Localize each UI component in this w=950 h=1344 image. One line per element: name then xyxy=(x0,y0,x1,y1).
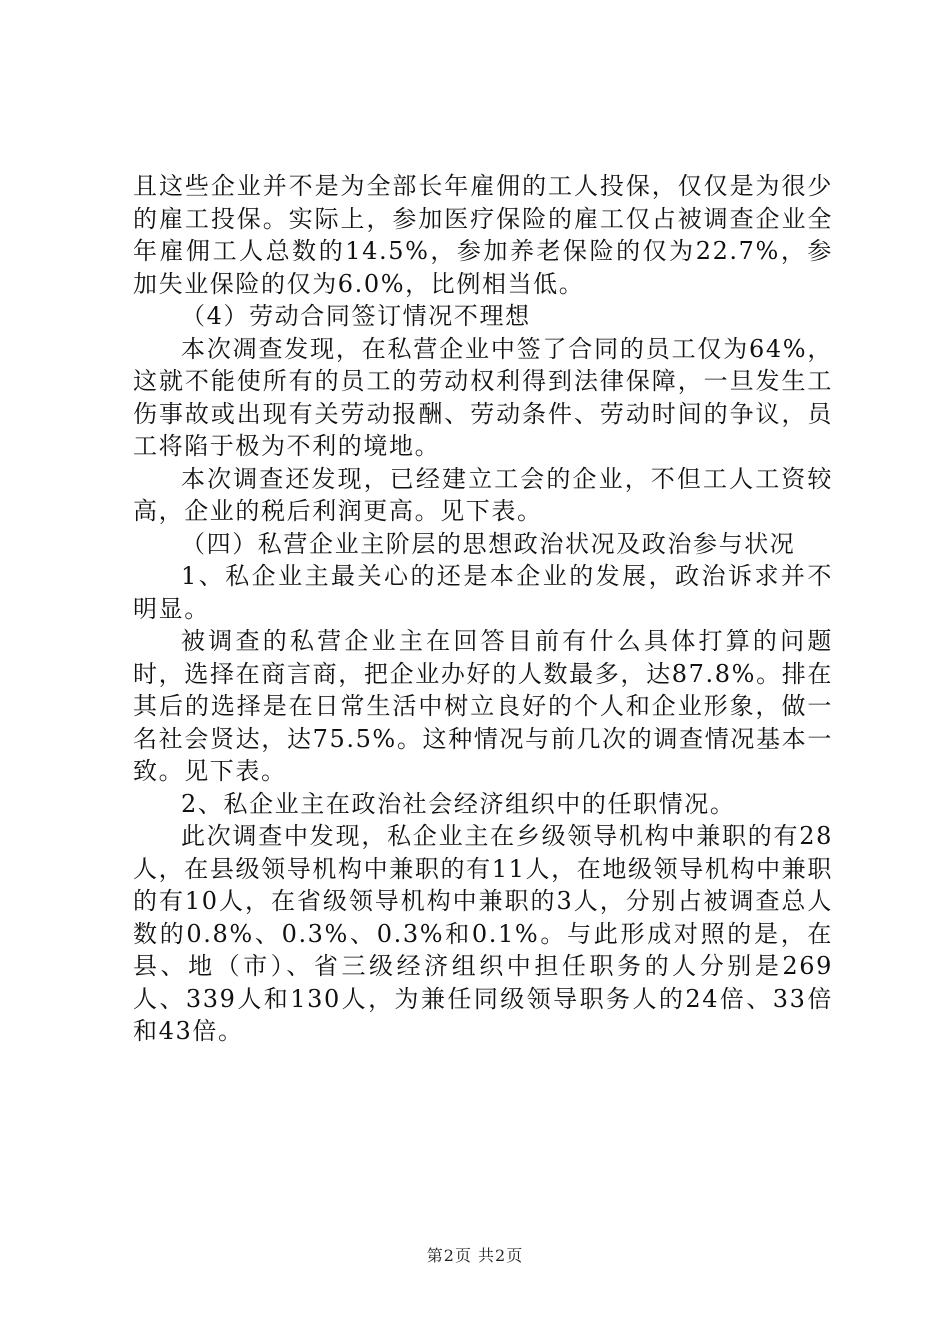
paragraph-2-heading: （4）劳动合同签订情况不理想 xyxy=(181,302,531,330)
paragraph-7: 被调查的私营企业主在回答目前有什么具体打算的问题时，选择在商言商，把企业办好的人数最多，达87.8%。排在其后的选择是在日常生活中树立良好的个人和企业形象，做一名社会贤达，达75.5%。这种情况与前几次的调查情况基本一致。见下表。 xyxy=(133,627,833,785)
paragraph-8: 2、私企业主在政治社会经济组织中的任职情况。 xyxy=(181,789,736,818)
document-body xyxy=(133,170,833,1048)
paragraph-9: 此次调查中发现，私企业主在乡级领导机构中兼职的有28人，在县级领导机构中兼职的有11人，在地级领导机构中兼职的有10人，在省级领导机构中兼职的3人，分别占被调查总人数的0.8%、0.3%、0.3%和0.1%。与此形成对照的是，在县、地（市）、省三级经济组织中担任职务的人分别是269人、339人和130人，为兼任同级领导职务人的24倍、33倍和43倍。 xyxy=(133,822,833,1045)
paragraph-5-heading: （四）私营企业主阶层的思想政治状况及政治参与状况 xyxy=(181,529,796,558)
paragraph-1: 且这些企业并不是为全部长年雇佣的工人投保，仅仅是为很少的雇工投保。实际上，参加医疗保险的雇工仅占被调查企业全年雇佣工人总数的14.5%，参加养老保险的仅为22.7%，参加失业保险的仅为6.0%，比例相当低。 xyxy=(133,172,833,298)
paragraph-4: 本次调查还发现，已经建立工会的企业，不但工人工资较高，企业的税后利润更高。见下表。 xyxy=(133,464,833,525)
paragraph-6: 1、私企业主最关心的还是本企业的发展，政治诉求并不明显。 xyxy=(133,562,833,623)
page-number-footer: 第2页 共2页 xyxy=(426,1246,524,1265)
paragraph-3: 本次凋查发现，在私营企业中签了合同的员工仅为64%，这就不能使所有的员工的劳动权利得到法律保障，一旦发生工伤事故或出现有关劳动报酬、劳动条件、劳动时间的争议，员工将陷于极为不利的境地。 xyxy=(133,334,833,460)
